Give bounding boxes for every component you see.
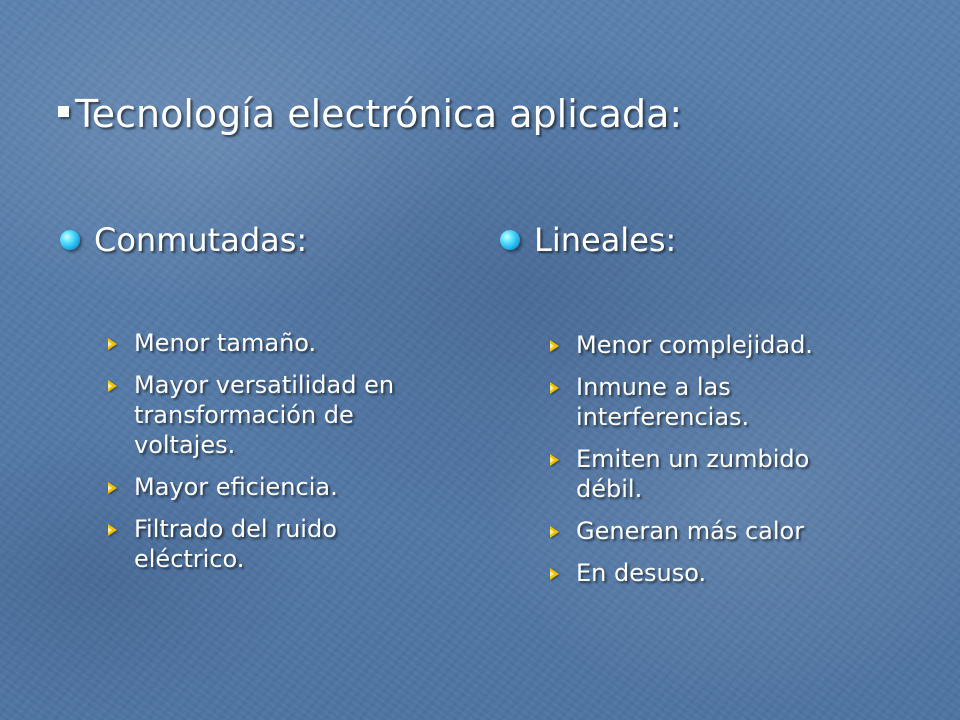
list-item (550, 372, 860, 432)
arrow-bullet-icon (108, 338, 117, 350)
arrow-bullet-icon (550, 340, 559, 352)
list-item-text: Mayor eficiencia. (134, 473, 338, 501)
arrow-bullet-icon (108, 524, 117, 536)
arrow-bullet-icon (550, 454, 559, 466)
list-item-text: Mayor versatilidad en transformación de voltajes. (134, 371, 395, 459)
list-lineales (550, 330, 860, 600)
list-item-text: Emiten un zumbido débil. (576, 445, 810, 503)
slide-title (58, 88, 682, 140)
heading-conmutadas (60, 218, 307, 262)
heading-conmutadas-text: Conmutadas: (94, 221, 308, 259)
list-item (550, 330, 860, 360)
list-item (108, 370, 448, 460)
round-bullet-icon (60, 230, 80, 250)
slide-title-text: Tecnología electrónica aplicada: (75, 92, 683, 136)
arrow-bullet-icon (108, 482, 117, 494)
list-item (550, 516, 860, 546)
heading-lineales-text: Lineales: (534, 221, 677, 259)
list-item-text: Menor tamaño. (134, 329, 317, 357)
list-item-text: Filtrado del ruido eléctrico. (134, 515, 337, 573)
list-conmutadas (108, 328, 448, 586)
list-item-text: Menor complejidad. (576, 331, 813, 359)
arrow-bullet-icon (550, 382, 559, 394)
list-item (108, 472, 448, 502)
square-bullet-icon (58, 106, 69, 117)
list-item-text: Inmune a las interferencias. (576, 373, 750, 431)
arrow-bullet-icon (108, 380, 117, 392)
list-item (108, 328, 448, 358)
list-item-text: Generan más calor (576, 517, 805, 545)
heading-lineales (500, 218, 676, 262)
list-item (108, 514, 448, 574)
list-item-text: En desuso. (576, 559, 707, 587)
list-item (550, 444, 860, 504)
arrow-bullet-icon (550, 526, 559, 538)
arrow-bullet-icon (550, 568, 559, 580)
list-item (550, 558, 860, 588)
round-bullet-icon (500, 230, 520, 250)
